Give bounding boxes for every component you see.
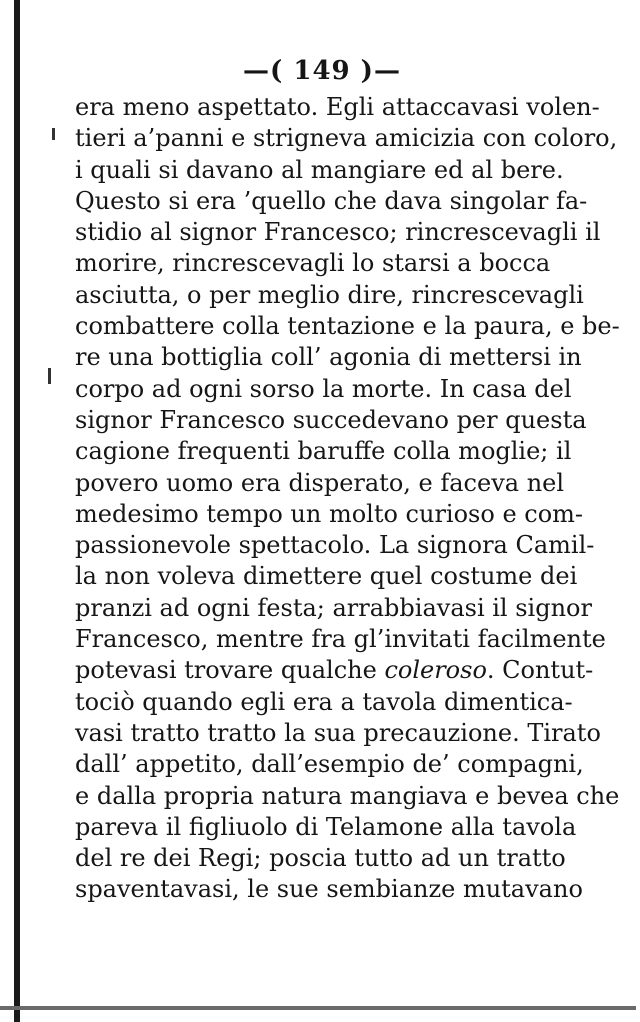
text-line: combattere colla tentazione e la paura, e be- [75,312,620,341]
gutter-mark [52,128,55,140]
text-fragment: . Contut- [486,656,594,685]
text-line [75,655,594,686]
text-line: Francesco, mentre fra gl’invitati facilmente [75,625,606,654]
text-line: la non voleva dimettere quel costume dei [75,562,578,591]
text-line: del re dei Regi; poscia tutto ad un tratto [75,844,566,873]
text-line: medesimo tempo un molto curioso e com- [75,499,584,528]
gutter-mark [48,368,51,384]
text-line: vasi tratto tratto la sua precauzione. Tirato [75,718,601,747]
text-line: i quali si davano al mangiare ed al bere. [75,155,564,184]
text-line: stidio al signor Francesco; rincrescevagli il [75,218,601,247]
text-line: passionevole spettacolo. La signora Camil- [75,531,595,560]
text-line: era meno aspettato. Egli attaccavasi volen- [75,93,600,121]
text-line: spaventavasi, le sue sembianze mutavano [75,875,583,904]
text-line: asciutta, o per meglio dire, rincrescevagli [75,280,584,309]
text-line: morire, rincrescevagli lo starsi a bocca [75,249,551,278]
text-fragment: potevasi trovare qualche [75,656,377,685]
text-line: e dalla propria natura mangiava e bevea che [75,781,620,810]
text-line: corpo ad ogni sorso la morte. In casa del [75,374,572,403]
italic-word: coleroso [384,656,487,685]
text-line: pareva il figliuolo di Telamone alla tavola [75,812,577,841]
page-gutter-shadow [14,0,20,1022]
page-number: —( 149 )— [243,56,401,86]
text-line: tieri a’panni e strigneva amicizia con coloro, [75,124,618,153]
text-line: tociò quando egli era a tavola dimentica- [75,687,573,716]
text-line: signor Francesco succedevano per questa [75,405,587,434]
text-line: re una bottiglia coll’ agonia di mettersi in [75,343,582,372]
text-line: dall’ appetito, dall’esempio de’ compagni, [75,750,584,779]
text-line: cagione frequenti baruffe colla moglie; il [75,437,572,466]
text-line: povero uomo era disperato, e faceva nel [75,468,565,497]
bottom-edge-rule [0,1006,636,1010]
body-text [75,92,620,906]
text-line: Questo si era ’quello che dava singolar fa- [75,186,588,215]
text-line: pranzi ad ogni festa; arrabbiavasi il signor [75,593,592,622]
